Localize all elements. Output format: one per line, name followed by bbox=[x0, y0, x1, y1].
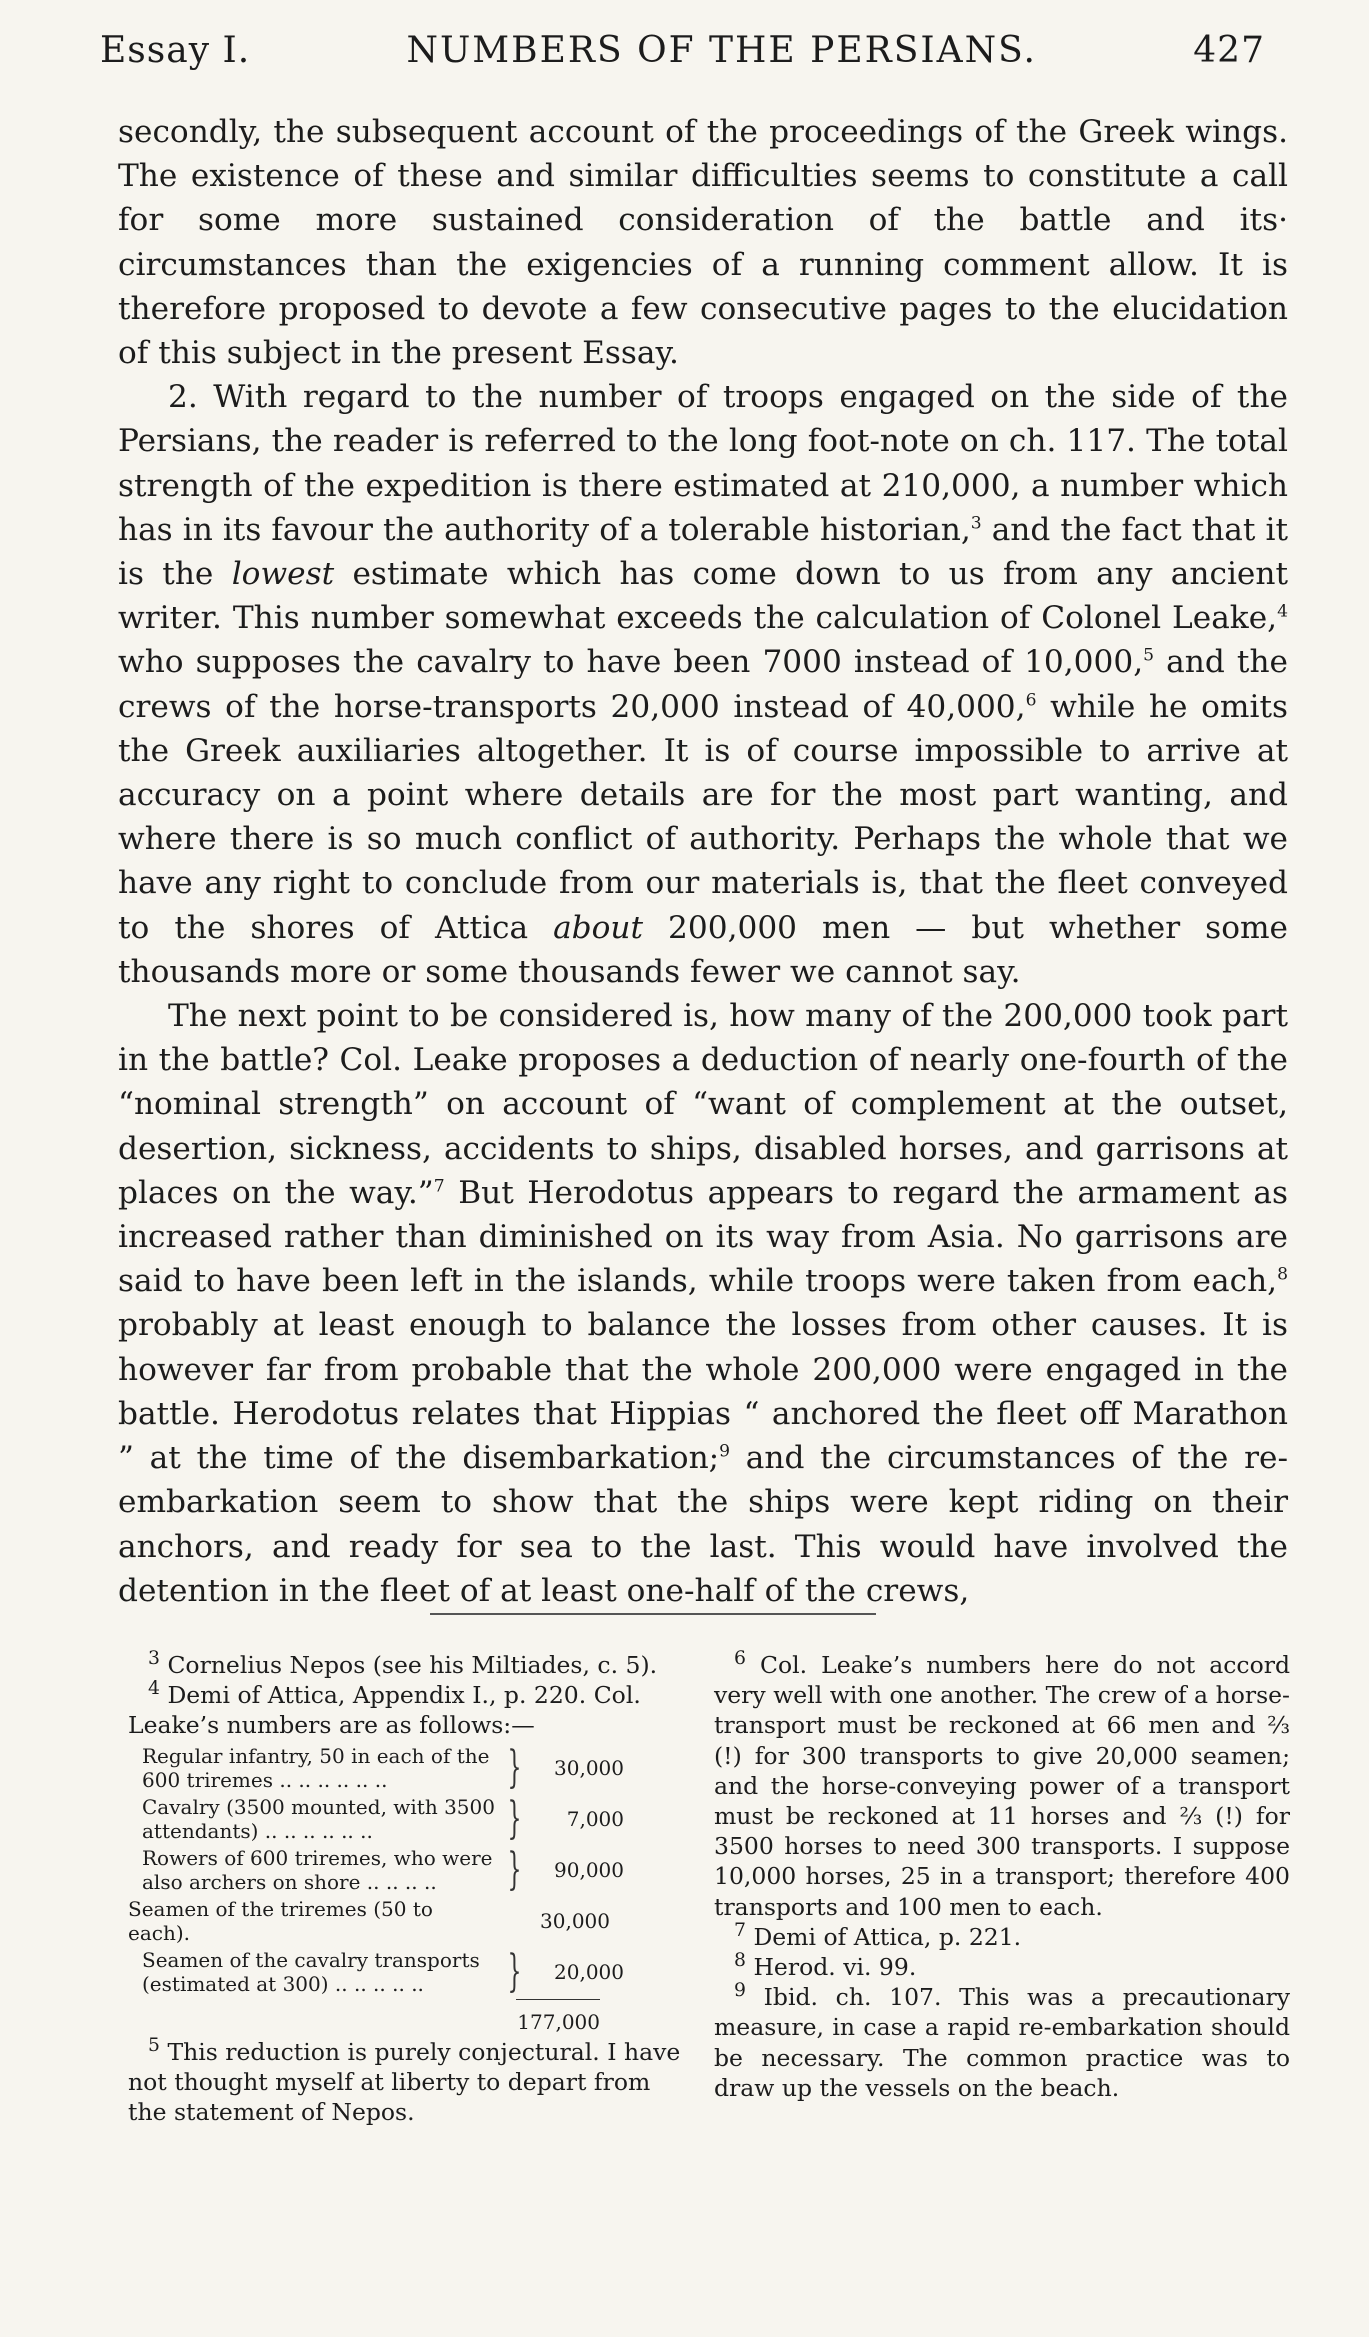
footnotes-right-column bbox=[714, 1650, 1290, 2103]
footnote-text: Ibid. ch. 107. This was a precautionary measure, in case a rapid re-embarkation should be necessary. The common practice was to draw up the vessels on the beach. bbox=[714, 1983, 1290, 2102]
row-label: Cavalry (3500 mounted, with 3500 attendants) .. .. .. .. .. .. bbox=[142, 1794, 495, 1843]
footnote-4 bbox=[128, 1680, 688, 1740]
sum-rule bbox=[516, 1999, 600, 2010]
paragraph-1: secondly, the subsequent account of the proceedings of the Greek wings. The existence of these and similar difficulties seems to constitute a call for some more sustained consideration of the battle and its· circumstances than the exigencies of a running comment allow. It is therefore proposed to devote a few consecutive pages to the elucidation of this subject in the present Essay. bbox=[118, 114, 1288, 372]
footnote-3 bbox=[128, 1650, 688, 1680]
table-row bbox=[128, 1843, 688, 1895]
footnote-number: 4 bbox=[148, 1678, 160, 1700]
table-row bbox=[128, 1945, 688, 1997]
paragraph-2 bbox=[118, 375, 1288, 994]
paragraph-3 bbox=[118, 994, 1288, 1613]
page-number: 427 bbox=[1193, 30, 1265, 71]
footnote-ref-7: 7 bbox=[433, 1176, 445, 1197]
text-run: and the crews of the horse-transports 20,000 instead of 40,000, bbox=[118, 644, 1288, 725]
footnote-ref-3: 3 bbox=[970, 513, 982, 534]
text-run: while he omits the Greek auxiliaries altogether. It is of course impossible to arrive at accuracy on a point where details are for the most part wanting, and where there is so much conflict of authority. Perhaps the whole that we have any right to conclude from our materials is, that the fleet conveyed to the shores of Attica bbox=[118, 688, 1288, 946]
table-row bbox=[128, 1792, 688, 1844]
text-run: who supposes the cavalry to have been 7000 instead of 10,000, bbox=[118, 644, 1144, 681]
footnote-ref-8: 8 bbox=[1277, 1264, 1288, 1285]
row-label: Regular infantry, 50 in each of the 600 triremes .. .. .. .. .. .. bbox=[142, 1743, 490, 1792]
footnote-ref-9: 9 bbox=[719, 1441, 731, 1462]
footnote-number: 3 bbox=[148, 1648, 160, 1670]
emphasis-lowest: lowest bbox=[231, 556, 335, 593]
leake-numbers-table bbox=[128, 1741, 688, 2034]
row-value: 7,000 bbox=[566, 1806, 624, 1831]
essay-label: Essay I. bbox=[100, 30, 251, 71]
row-value: 30,000 bbox=[540, 1908, 610, 1933]
brace-icon: } bbox=[507, 1843, 522, 1895]
row-label: Rowers of 600 triremes, who were also archers on shore .. .. .. .. bbox=[142, 1845, 493, 1894]
footnote-number: 7 bbox=[734, 1920, 746, 1941]
row-label: Seamen of the cavalry transports (estimated at 300) .. .. .. .. .. bbox=[142, 1947, 480, 1996]
footnote-text: Cornelius Nepos (see his Miltiades, c. 5). bbox=[167, 1651, 658, 1679]
text-run: probably at least enough to balance the losses from other causes. It is however far from probable that the whole 200,000 were engaged in the battle. Herodotus relates that Hippias “ anchored the fleet off Marathon ” at the time of the disembarkation; bbox=[118, 1307, 1288, 1477]
footnote-text: Col. Leake’s numbers here do not accord very well with one another. The crew of a horse-transport must be reckoned at 66 men and ⅔ (!) for 300 transports to give 20,000 seamen; and the horse-conveying power of a transport must be reckoned at 11 horses and ⅔ (!) for 3500 horses to need 300 transports. I suppose 10,000 horses, 25 in a transport; therefore 400 transports and 100 men to each. bbox=[714, 1651, 1290, 1921]
footnote-9 bbox=[714, 1982, 1290, 2103]
footnote-8 bbox=[714, 1952, 1290, 1982]
brace-icon: } bbox=[507, 1792, 522, 1844]
footnote-text: This reduction is purely conjectural. I have not thought myself at liberty to depart from the statement of Nepos. bbox=[128, 2037, 681, 2127]
footnote-ref-6: 6 bbox=[1025, 690, 1037, 711]
main-text bbox=[118, 110, 1288, 1613]
page-title: NUMBERS OF THE PERSIANS. bbox=[406, 30, 1037, 71]
footnote-number: 9 bbox=[734, 1980, 746, 2002]
row-value: 30,000 bbox=[554, 1755, 624, 1780]
footnote-7 bbox=[714, 1922, 1290, 1952]
footnote-text: Herod. vi. 99. bbox=[753, 1953, 917, 1982]
text-run: and the circumstances of the re-embarkation seem to show that the ships were kept riding on their anchors, and ready for sea to the last. This would have involved the detention in the fleet of at least one-half of the crews, bbox=[118, 1440, 1289, 1609]
text-run: 2. With regard to the number of troops engaged on the side of the Persians, the reader is referred to the long foot-note on ch. 117. The total strength of the expedition is there estimated at 210,000, a number which has in its favour the authority of a tolerable historian, bbox=[118, 379, 1288, 548]
text-run: and the fact that it is the bbox=[118, 511, 1288, 593]
footnote-5 bbox=[128, 2034, 688, 2128]
emphasis-about: about bbox=[553, 909, 644, 946]
footnote-divider bbox=[430, 1613, 876, 1615]
brace-icon: } bbox=[507, 1741, 522, 1793]
brace-icon: } bbox=[507, 1945, 522, 1997]
text-run: The next point to be considered is, how many of the 200,000 took part in the battle? Col. Leake proposes a deduction of nearly one-fourth of the “nominal strength” on account of “want of complement at the outset, desertion, sickness, accidents to ships, disabled horses, and garrisons at places on the way.” bbox=[118, 998, 1288, 1211]
table-total: 177,000 bbox=[517, 2009, 600, 2034]
row-label: Seamen of the triremes (50 to each). bbox=[128, 1896, 433, 1945]
footnote-number: 6 bbox=[734, 1648, 746, 1670]
footnote-ref-5: 5 bbox=[1143, 646, 1155, 667]
footnotes-left-column bbox=[128, 1650, 688, 2127]
row-value: 20,000 bbox=[554, 1959, 624, 1984]
footnote-text: Demi of Attica, Appendix I., p. 220. Col. Leake’s numbers are as follows:— bbox=[128, 1681, 641, 1740]
table-row bbox=[128, 1741, 688, 1793]
footnote-number: 5 bbox=[148, 2034, 160, 2056]
footnote-number: 8 bbox=[734, 1950, 746, 1972]
running-header bbox=[100, 30, 1265, 76]
text-run: estimate which has come down to us from any ancient writer. This number somewhat exceeds the calculation of Colonel Leake, bbox=[118, 556, 1288, 637]
footnote-text: Demi of Attica, p. 221. bbox=[753, 1922, 1022, 1951]
footnote-ref-4: 4 bbox=[1277, 601, 1288, 622]
row-value: 90,000 bbox=[554, 1857, 624, 1882]
footnote-6 bbox=[714, 1650, 1290, 1922]
text-run: But Herodotus appears to regard the armament as increased rather than diminished on its way from Asia. No garrisons are said to have been left in the islands, while troops were taken from each, bbox=[118, 1174, 1288, 1300]
table-row bbox=[128, 1897, 688, 1945]
text-run: 200,000 men — but whether some thousands more or some thousands fewer we cannot say. bbox=[118, 909, 1288, 990]
